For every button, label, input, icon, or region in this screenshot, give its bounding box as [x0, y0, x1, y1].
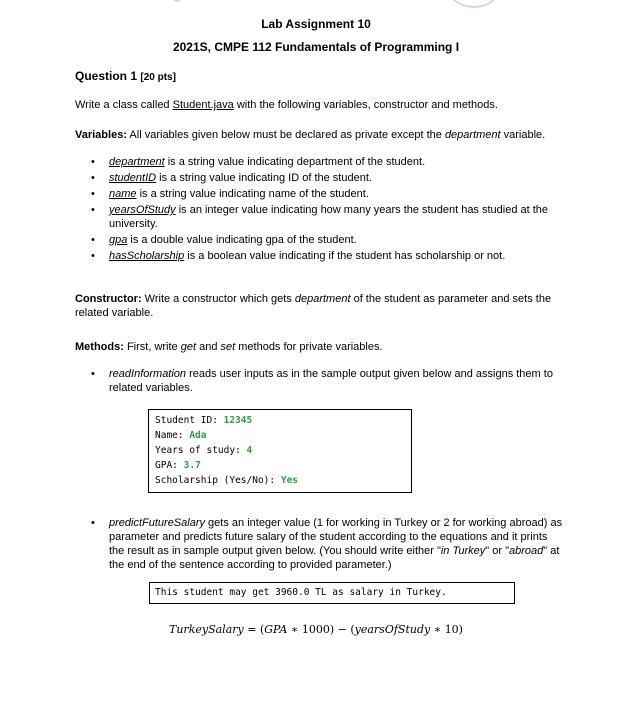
methods-text: First, write	[123, 341, 181, 353]
variables-list	[75, 155, 565, 265]
variable-name: studentID	[109, 172, 157, 184]
question-label: Question 1	[75, 69, 138, 83]
list-item	[75, 155, 565, 169]
method-desc: reads user inputs as in the sample output given below and assigns them to related variables.	[109, 368, 553, 394]
corner-circle-decoration	[449, 0, 499, 8]
methods-and: and	[196, 341, 221, 353]
variable-desc: is a string value indicating ID of the student.	[156, 172, 372, 184]
console-line	[155, 413, 411, 428]
equation-part: ∗ 1000) − (	[287, 623, 355, 636]
console-input: Yes	[280, 475, 299, 486]
option-abroad: abroad	[508, 545, 544, 557]
bullet-icon: •	[91, 517, 95, 529]
predict-salary-item	[109, 516, 564, 572]
constructor-text: Write a constructor which gets	[141, 293, 295, 305]
variable-name: gpa	[109, 234, 128, 246]
variable-name: yearsOfStudy	[109, 204, 176, 216]
console-prompt: Years of study:	[155, 445, 247, 456]
method-name: predictFutureSalary	[109, 517, 205, 529]
method-desc-end: " at the end of the sentence according to provided parameter.)	[109, 545, 560, 571]
variable-desc: is a boolean value indicating if the student has scholarship or not.	[184, 250, 506, 262]
list-item	[75, 203, 565, 231]
console-input: 3.7	[183, 460, 201, 471]
method-desc-mid: " or "	[485, 545, 509, 557]
variables-text: All variables given below must be declared as private except the	[126, 129, 445, 141]
salary-equation	[0, 623, 632, 637]
console-input: 12345	[223, 415, 253, 426]
equation-years: yearsOfStudy	[354, 623, 431, 636]
bullet-icon: •	[91, 156, 95, 168]
option-turkey: in Turkey	[440, 545, 486, 557]
intro-text-end: with the following variables, constructor and methods.	[233, 99, 498, 111]
document-title: Lab Assignment 10	[261, 17, 371, 31]
console-prompt: GPA:	[155, 460, 184, 471]
constructor-paragraph	[75, 292, 565, 320]
equation-part: ∗ 10)	[430, 623, 463, 636]
methods-paragraph	[75, 340, 565, 354]
list-item	[75, 187, 565, 201]
page-edge-mark	[173, 0, 181, 2]
equation-part: = (	[243, 623, 265, 636]
method-name: readInformation	[109, 368, 187, 380]
variables-text-end: variable.	[500, 129, 546, 141]
variables-paragraph	[75, 128, 565, 142]
question-heading	[75, 69, 176, 85]
console-line	[155, 473, 411, 488]
variable-desc: is a string value indicating name of the student.	[136, 188, 369, 200]
variable-name: name	[109, 188, 137, 200]
method-desc: gets an integer value (1 for working in Turkey or 2 for working abroad) as parameter and predicts future salary of the student according to the equations and it prints the result as in sample output given below. (You should write either "	[109, 517, 563, 557]
console-prompt: Scholarship (Yes/No):	[155, 475, 281, 486]
intro-text: Write a class called	[75, 99, 173, 111]
methods-text-end: methods for private variables.	[235, 341, 383, 353]
console-line	[155, 443, 411, 458]
sample-console-box	[148, 409, 412, 493]
console-prompt: Student ID:	[155, 415, 224, 426]
bullet-icon: •	[91, 172, 95, 184]
class-filename: Student.java	[172, 99, 234, 111]
console-input: 4	[246, 445, 253, 456]
console-prompt: Name:	[155, 430, 190, 441]
intro-paragraph	[75, 98, 565, 112]
bullet-icon: •	[91, 368, 95, 380]
methods-label: Methods:	[75, 341, 124, 353]
constructor-param: department	[294, 293, 351, 305]
variable-name: department	[109, 156, 165, 168]
list-item	[75, 171, 565, 185]
variables-exception: department	[444, 129, 501, 141]
methods-set: set	[220, 341, 236, 353]
variable-desc: is a double value indicating gpa of the student.	[127, 234, 357, 246]
methods-get: get	[180, 341, 197, 353]
list-item	[75, 249, 565, 263]
constructor-label: Constructor:	[75, 293, 142, 305]
question-points: [20 pts]	[140, 72, 176, 83]
bullet-icon: •	[91, 250, 95, 262]
read-information-item	[109, 367, 564, 395]
variable-desc: is an integer value indicating how many years the student has studied at the university.	[109, 204, 549, 230]
sample-output-box: This student may get 3960.0 TL as salary in Turkey.	[149, 582, 515, 604]
console-input: Ada	[189, 430, 207, 441]
bullet-icon: •	[91, 188, 95, 200]
constructor-text-end: of the student as parameter and sets the related variable.	[75, 293, 552, 319]
variable-name: hasScholarship	[109, 250, 185, 262]
variables-label: Variables:	[75, 129, 127, 141]
console-line	[155, 458, 411, 473]
equation-gpa: GPA	[264, 623, 288, 636]
variable-desc: is a string value indicating department of the student.	[164, 156, 426, 168]
console-line	[155, 428, 411, 443]
course-title: 2021S, CMPE 112 Fundamentals of Programming I	[172, 40, 460, 54]
equation-lhs: TurkeySalary	[169, 623, 244, 636]
bullet-icon: •	[91, 234, 95, 246]
bullet-icon: •	[91, 204, 95, 216]
list-item	[75, 233, 565, 247]
